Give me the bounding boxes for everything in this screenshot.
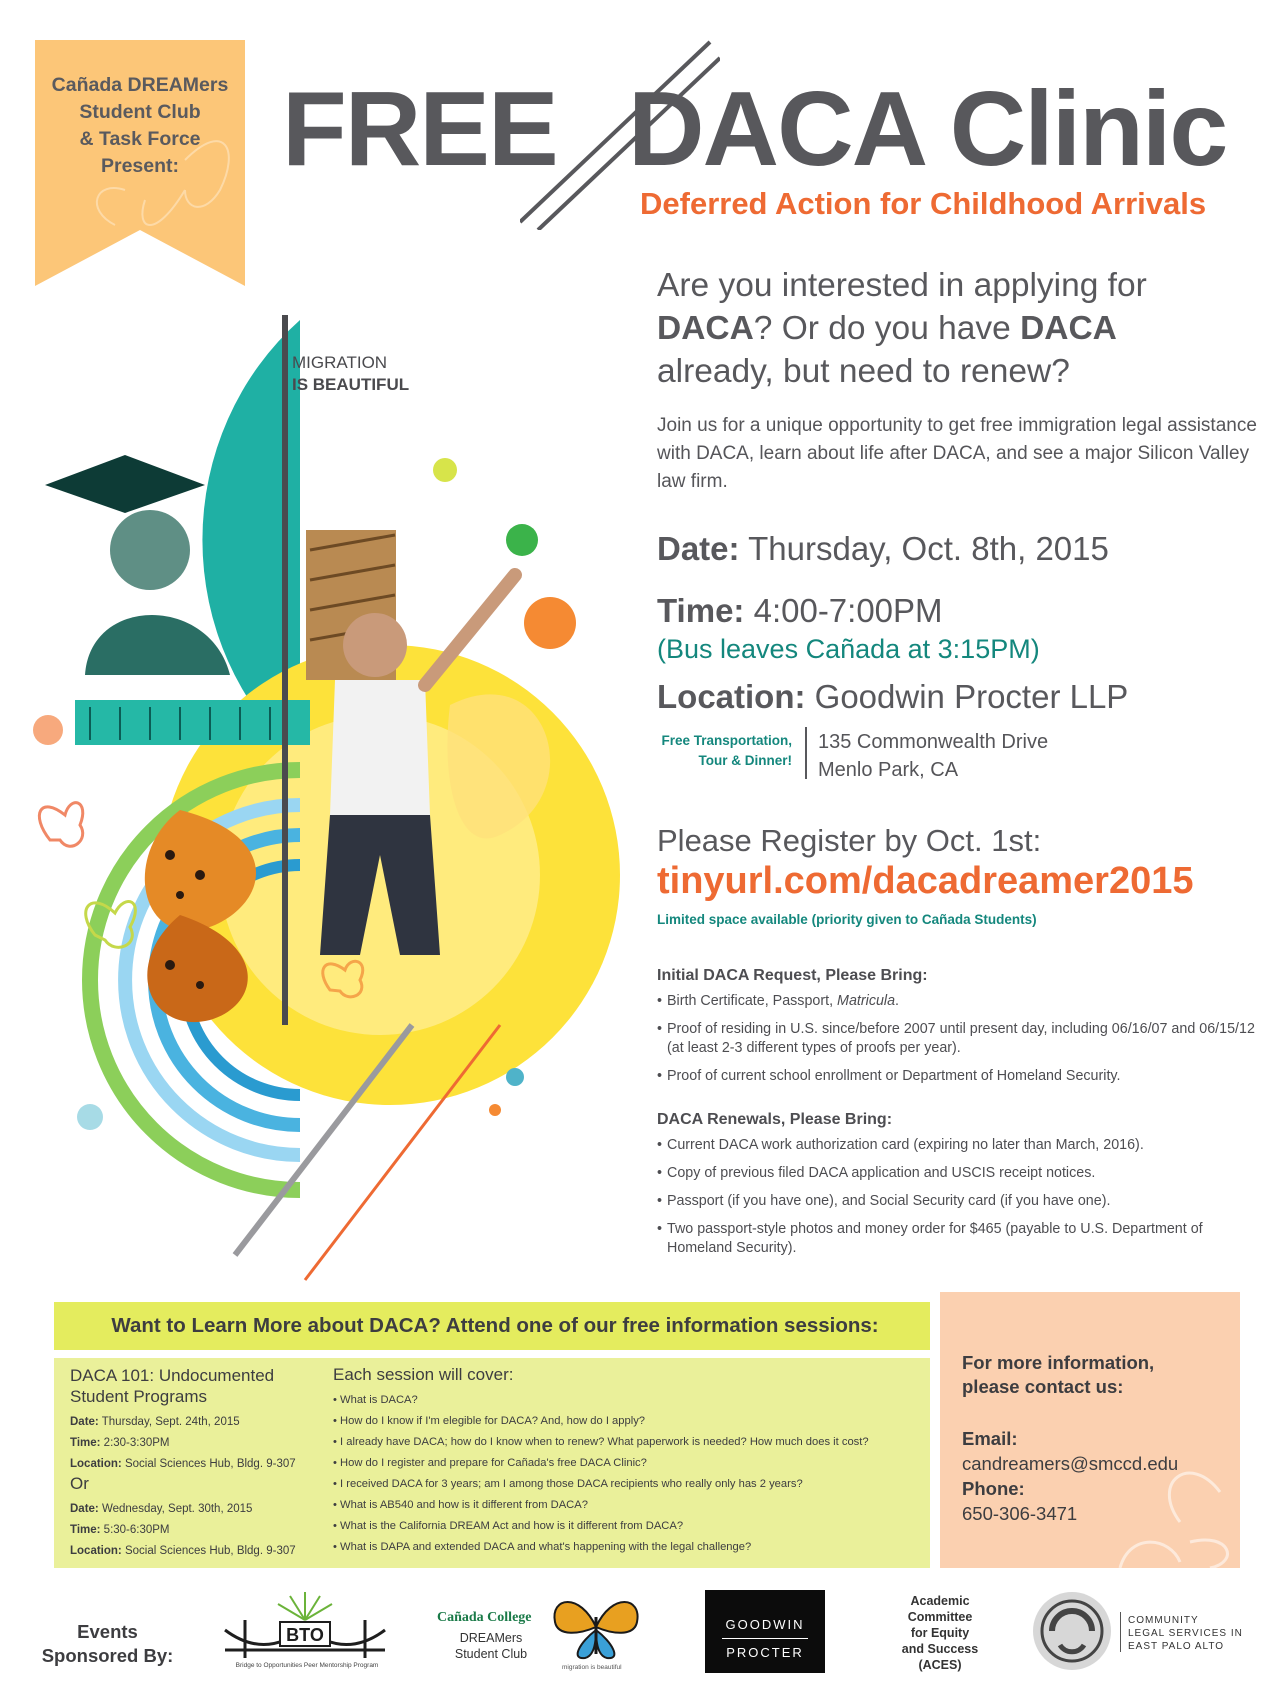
contact-heading-line: please contact us: [962, 1376, 1124, 1397]
aces-label: Academic Committee for Equity and Success (ACES) [901, 1594, 979, 1672]
clsepa-logo-icon [1030, 1590, 1115, 1672]
is-beautiful-text: IS BEAUTIFUL [292, 375, 410, 394]
banner-line: Present: [100, 155, 180, 177]
list-item: • What is AB540 and how is it different from DACA? [333, 1495, 869, 1516]
time-label: Time: [657, 592, 745, 629]
event-time [657, 592, 943, 630]
or-label: Or [70, 1474, 89, 1493]
list-item: • Birth Certificate, Passport, Matricula. [657, 992, 1262, 1011]
list-item: • What is DAPA and extended DACA and what's happening with the legal challenge? [333, 1537, 869, 1558]
migration-text: MIGRATION [292, 353, 388, 372]
limited-space-note: Limited space available (priority given to Cañada Students) [657, 912, 1037, 927]
collage-illustration [30, 315, 620, 1290]
sessions-header-text: Want to Learn More about DACA? Attend one of our free information sessions: [111, 1314, 879, 1337]
address-line: 135 Commonwealth Drive [818, 731, 1049, 753]
list-item: • Proof of current school enrollment or Department of Homeland Security. [657, 1067, 1262, 1086]
daca101-title-line: DACA 101: Undocumented [70, 1366, 275, 1385]
free-transport-line: Free Transportation, [661, 733, 792, 748]
event-address [818, 728, 1048, 784]
daca101-title-line: Student Programs [70, 1387, 208, 1406]
dreamers-club-label: DREAMers Student Club [454, 1631, 528, 1661]
goodwin-text: GOODWIN [725, 1617, 805, 1632]
phone-number[interactable]: 650-306-3471 [962, 1503, 1078, 1524]
list-item: • What is the California DREAM Act and how is it different from DACA? [333, 1516, 869, 1537]
location-value: Goodwin Procter LLP [814, 678, 1129, 715]
renewals-heading: DACA Renewals, Please Bring: [657, 1111, 893, 1128]
banner-line: & Task Force [79, 128, 201, 150]
register-deadline: Please Register by Oct. 1st: [657, 823, 1042, 858]
list-item: • Two passport-style photos and money order for $465 (payable to U.S. Department of Homeland Security). [657, 1220, 1262, 1258]
question-text: Are you interested in applying for [657, 267, 1147, 304]
question-daca: DACA [1020, 310, 1117, 347]
free-transport-line: Tour & Dinner! [698, 753, 792, 768]
session-topics-heading: Each session will cover: [333, 1365, 514, 1384]
contact-heading-line: For more information, [962, 1352, 1155, 1373]
question-text: already, but need to renew? [657, 353, 1070, 390]
goodwin-divider [722, 1638, 808, 1639]
session-topics-list [333, 1390, 869, 1558]
sponsored-by-label: Events Sponsored By: [41, 1621, 174, 1666]
free-transport-note [640, 731, 792, 771]
date-label: Date: [657, 530, 740, 567]
title-daca-clinic: DACA Clinic [628, 70, 1227, 188]
address-line: Menlo Park, CA [818, 759, 959, 781]
daca101-title [70, 1365, 310, 1407]
date-value: Thursday, Oct. 8th, 2015 [748, 530, 1109, 567]
list-item: • How do I know if I'm elegible for DACA? And, how do I apply? [333, 1411, 869, 1432]
list-item: • I already have DACA; how do I know when to renew? What paperwork is needed? How much does it cost? [333, 1432, 869, 1453]
email-link[interactable]: candreamers@smccd.edu [962, 1453, 1179, 1474]
renewals-list [657, 1136, 1262, 1267]
question-daca: DACA [657, 310, 754, 347]
list-item: • Proof of residing in U.S. since/before 2007 until present day, including 06/16/07 and 06/15/12 (at least 2-3 different types of proofs per year). [657, 1020, 1262, 1058]
contact-heading [962, 1351, 1154, 1399]
bto-mark: BTO [286, 1625, 324, 1645]
time-value: 4:00-7:00PM [753, 592, 943, 629]
list-item: • I received DACA for 3 years; am I among those DACA recipients who really only has 2 years? [333, 1474, 869, 1495]
butterfly-logo-icon [550, 1592, 642, 1662]
title-free: FREE [282, 70, 557, 188]
canada-college-label: Cañada College [437, 1610, 532, 1625]
migration-is-beautiful-caption: migration is beautiful [562, 1664, 622, 1671]
email-label: Email: [962, 1428, 1018, 1449]
session-1-details: Date: Thursday, Sept. 24th, 2015 Time: 2:30-3:30PM Location: Social Sciences Hub, Bldg. 9-307 [70, 1416, 296, 1470]
title-subtitle: Deferred Action for Childhood Arrivals [640, 186, 1207, 221]
initial-request-list [657, 992, 1262, 1095]
session-2-details: Date: Wednesday, Sept. 30th, 2015 Time: 5:30-6:30PM Location: Social Sciences Hub, Bldg. 9-307 [70, 1503, 296, 1557]
list-item: • Current DACA work authorization card (expiring no later than March, 2016). [657, 1136, 1262, 1155]
address-divider [805, 727, 807, 779]
clsepa-label: COMMUNITY LEGAL SERVICES IN EAST PALO ALTO [1128, 1615, 1243, 1652]
clsepa-divider [1120, 1612, 1121, 1652]
question-text: ? Or do you have [753, 310, 1011, 347]
banner-line: Cañada DREAMers [51, 74, 229, 96]
banner-line: Student Club [79, 101, 201, 123]
initial-request-heading: Initial DACA Request, Please Bring: [657, 967, 928, 984]
event-location [657, 678, 1128, 716]
headline-question [657, 264, 1257, 393]
bto-caption: Bridge to Opportunities Peer Mentorship Program [235, 1662, 379, 1669]
register-url[interactable]: tinyurl.com/dacadreamer2015 [657, 860, 1194, 902]
intro-paragraph: Join us for a unique opportunity to get free immigration legal assistance with DACA, learn about life after DACA, and see a major Silicon Valley law firm. [657, 415, 1257, 492]
list-item: • Passport (if you have one), and Social Security card (if you have one). [657, 1192, 1262, 1211]
procter-text: PROCTER [726, 1645, 804, 1660]
list-item: • How do I register and prepare for Cañada's free DACA Clinic? [333, 1453, 869, 1474]
bus-note: (Bus leaves Cañada at 3:15PM) [657, 634, 1040, 664]
event-date [657, 530, 1109, 568]
bto-logo [220, 1590, 390, 1668]
location-label: Location: [657, 678, 806, 715]
list-item: • Copy of previous filed DACA application and USCIS receipt notices. [657, 1164, 1262, 1183]
presenter-text [35, 72, 245, 180]
list-item: • What is DACA? [333, 1390, 869, 1411]
phone-label: Phone: [962, 1478, 1025, 1499]
